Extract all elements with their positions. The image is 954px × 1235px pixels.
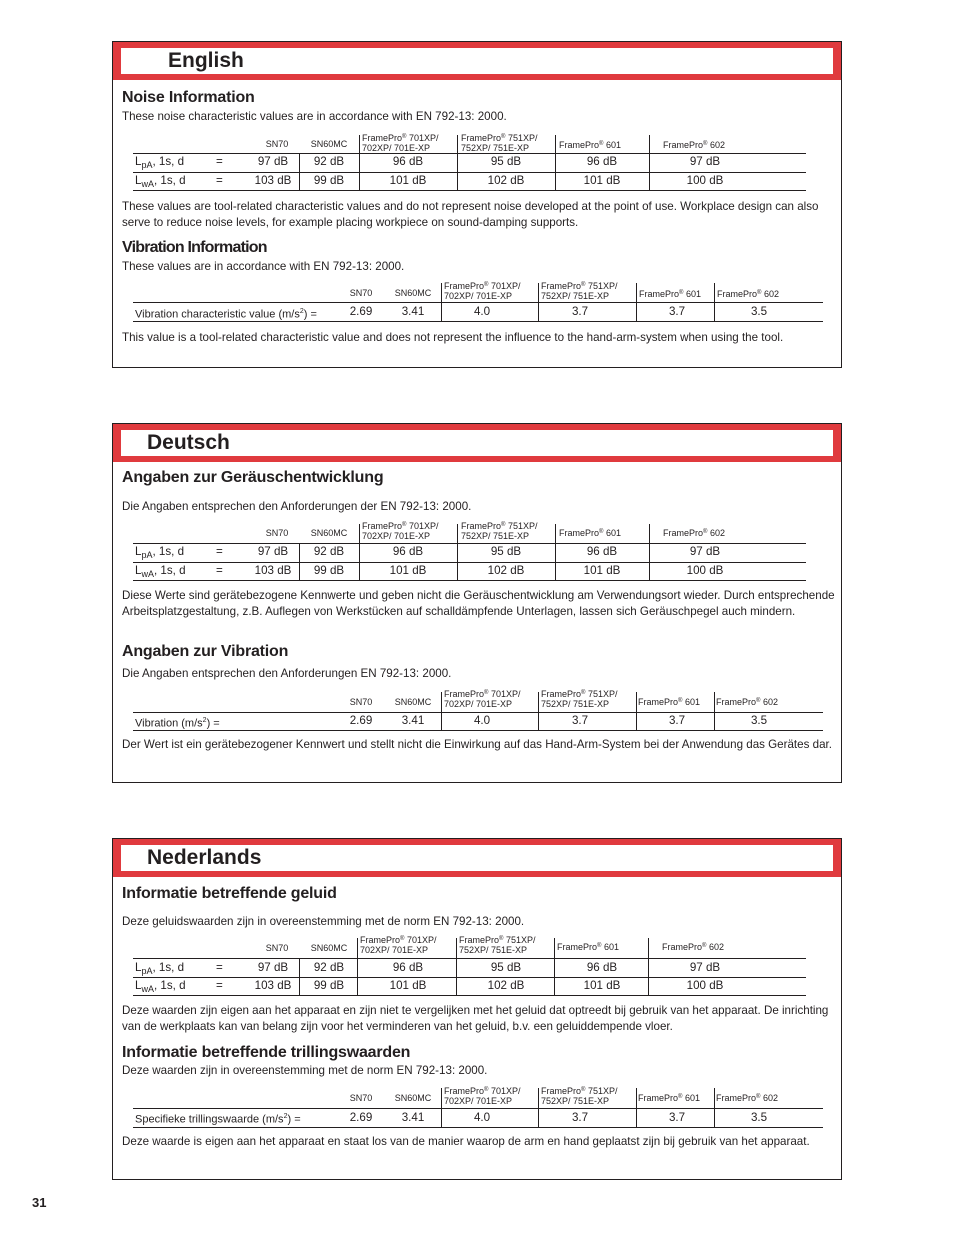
col-header-701xp: FramePro® 701XP/ 702XP/ 701E-XP bbox=[362, 133, 439, 153]
table-cell: 3.5 bbox=[750, 714, 768, 727]
table-cell: 4.0 bbox=[473, 305, 491, 318]
noise-note: Diese Werte sind gerätebezogene Kennwerte und geben nicht die Geräuschentwicklung am Verwendungsort wieder. Durch entsprechende Arbeitsplatzgestaltung, z.B. Auflegen von Werkstücken auf schalldämpfende Unterlagen, lassen sich Geräuschpegel auch mindern. bbox=[122, 589, 835, 618]
col-header-701xp: FramePro® 701XP/ 702XP/ 701E-XP bbox=[444, 689, 521, 709]
col-header-601: FramePro® 601 bbox=[559, 528, 621, 538]
table-cell: 101 dB bbox=[583, 174, 621, 187]
col-header-601: FramePro® 601 bbox=[559, 140, 621, 150]
table-cell: 97 dB bbox=[257, 155, 289, 168]
noise-note: These values are tool-related characteristic values and do not represent noise developed at the point of use. Workplace design can also serve to reduce noise levels, for example placing workpiece on sound-damping supports. bbox=[122, 200, 819, 229]
table-cell: 102 dB bbox=[487, 174, 525, 187]
table-cell: 96 dB bbox=[586, 961, 618, 974]
section-banner bbox=[113, 839, 841, 877]
col-header-701xp: FramePro® 701XP/ 702XP/ 701E-XP bbox=[360, 935, 437, 955]
col-header-sn70: SN70 bbox=[265, 139, 289, 149]
noise-heading: Noise Information bbox=[122, 89, 255, 106]
col-header-sn60mc: SN60MC bbox=[394, 288, 432, 298]
col-header-602: FramePro® 602 bbox=[716, 697, 778, 707]
vibration-intro: Die Angaben entsprechen den Anforderungen EN 792-13: 2000. bbox=[122, 667, 452, 680]
row-label-lpa: $L_{pA}$, 1s, d bbox=[135, 545, 185, 560]
table-cell: 102 dB bbox=[487, 979, 525, 992]
table-cell: 3.41 bbox=[401, 305, 425, 318]
table-cell: 101 dB bbox=[389, 174, 427, 187]
table-cell: 96 dB bbox=[586, 545, 618, 558]
noise-note: Deze waarden zijn eigen aan het apparaat en zijn niet te vergelijken met het geluid dat optreedt bij gebruik van het apparaat. De inrichting van de werkplaats kan van belang zijn voor het verminderen van het geluid, b.v. een geluiddempende vloer. bbox=[122, 1004, 829, 1033]
col-header-601: FramePro® 601 bbox=[638, 1093, 700, 1103]
noise-heading: Informatie betreffende geluid bbox=[122, 885, 337, 902]
row-label-lwa: $L_{wA}$, 1s, d bbox=[135, 979, 186, 994]
table-cell: 4.0 bbox=[473, 714, 491, 727]
table-cell: 103 dB bbox=[254, 564, 292, 577]
table-cell: 3.41 bbox=[401, 714, 425, 727]
table-cell: 92 dB bbox=[313, 155, 345, 168]
table-cell: 103 dB bbox=[254, 979, 292, 992]
section-title: Deutsch bbox=[147, 431, 230, 454]
table-cell: 101 dB bbox=[583, 979, 621, 992]
table-cell: 97 dB bbox=[689, 961, 721, 974]
vibration-heading: Angaben zur Vibration bbox=[122, 643, 289, 660]
table-cell: 96 dB bbox=[392, 155, 424, 168]
col-header-sn70: SN70 bbox=[265, 943, 289, 953]
table-cell: 97 dB bbox=[257, 961, 289, 974]
table-cell: 92 dB bbox=[313, 961, 345, 974]
vibration-row-label: Vibration characteristic value $(m/s^2)$ = bbox=[135, 308, 317, 321]
section-deutsch: Deutsch Angaben zur Geräuschentwicklung Die Angaben entsprechen den Anforderungen der EN 792-13: 2000. SN70 SN60MC FramePro® 701XP/ 702XP/ 701E-XP FramePro® 751XP/ 752XP/ 751E-XP FramePro® 601 FramePro® 602 $L_{pA}$, 1s, d = 97 dB 92 dB 96 dB 95 dB 96 dB 97 dB $L_{wA}$, 1s, d = 103 dB 99 dB 101 dB 102 dB 101 dB 100 dB Diese Werte sind gerätebezogene Kennwerte und geben nicht die Geräuschentwicklung am Verwendungsort wieder. Durch entsprechende Arbeitsplatzgestaltung, z.B. Auflegen von Werkstücken auf schalldämpfende Unterlagen, lassen sich Geräuschpegel auch mindern. Angaben zur Vibration Die Angaben entsprechen den Anforderungen EN 792-13: 2000. SN70 SN60MC FramePro® 701XP/ 702XP/ 701E-XP FramePro® 751XP/ 752XP/ 751E-XP FramePro® 601 FramePro® 602 Vibration $(m/s^2)$ = 2.69 3.41 4.0 3.7 3.7 3.5 Der Wert ist ein gerätebezogener Kennwert und stellt nicht die Einwirkung auf das Hand-Arm-System bei der Anwendung das Gerätes dar. bbox=[112, 423, 842, 783]
col-header-751xp: FramePro® 751XP/ 752XP/ 751E-XP bbox=[459, 935, 536, 955]
col-header-602: FramePro® 602 bbox=[717, 289, 779, 299]
table-cell: 3.5 bbox=[750, 1111, 768, 1124]
table-cell: 100 dB bbox=[686, 174, 724, 187]
vibration-note: This value is a tool-related characteristic value and does not represent the influence to the hand-arm-system when using the tool. bbox=[122, 331, 784, 344]
noise-intro: Die Angaben entsprechen den Anforderungen der EN 792-13: 2000. bbox=[122, 500, 472, 513]
table-cell: 95 dB bbox=[490, 545, 522, 558]
vibration-intro: These values are in accordance with EN 792-13: 2000. bbox=[122, 260, 405, 273]
row-label-lpa: $L_{pA}$, 1s, d bbox=[135, 961, 185, 976]
col-header-601: FramePro® 601 bbox=[557, 942, 619, 952]
table-cell: 100 dB bbox=[686, 564, 724, 577]
col-header-sn70: SN70 bbox=[265, 528, 289, 538]
col-header-602: FramePro® 602 bbox=[663, 140, 725, 150]
table-cell: 103 dB bbox=[254, 174, 292, 187]
table-cell: 97 dB bbox=[257, 545, 289, 558]
table-cell: 3.7 bbox=[571, 714, 589, 727]
table-cell: 95 dB bbox=[490, 961, 522, 974]
col-header-751xp: FramePro® 751XP/ 752XP/ 751E-XP bbox=[541, 689, 618, 709]
col-header-sn60mc: SN60MC bbox=[394, 1093, 432, 1103]
col-header-701xp: FramePro® 701XP/ 702XP/ 701E-XP bbox=[444, 1086, 521, 1106]
section-title: Nederlands bbox=[147, 846, 262, 869]
section-banner bbox=[113, 42, 841, 80]
table-cell: 100 dB bbox=[686, 979, 724, 992]
col-header-sn70: SN70 bbox=[349, 1093, 373, 1103]
table-cell: 97 dB bbox=[689, 155, 721, 168]
noise-intro: These noise characteristic values are in accordance with EN 792-13: 2000. bbox=[122, 110, 507, 123]
col-header-601: FramePro® 601 bbox=[639, 289, 701, 299]
col-header-601: FramePro® 601 bbox=[638, 697, 700, 707]
noise-intro: Deze geluidswaarden zijn in overeenstemming met de norm EN 792-13: 2000. bbox=[122, 915, 525, 928]
vibration-heading: Vibration Information bbox=[122, 239, 267, 256]
page-number: 31 bbox=[32, 1195, 47, 1210]
col-header-602: FramePro® 602 bbox=[662, 942, 724, 952]
row-label-lpa: $L_{pA}$, 1s, d bbox=[135, 155, 185, 170]
col-header-602: FramePro® 602 bbox=[716, 1093, 778, 1103]
table-cell: 101 dB bbox=[389, 979, 427, 992]
table-cell: 96 dB bbox=[586, 155, 618, 168]
col-header-sn70: SN70 bbox=[349, 697, 373, 707]
col-header-sn60mc: SN60MC bbox=[310, 139, 348, 149]
col-header-sn60mc: SN60MC bbox=[310, 528, 348, 538]
table-cell: 96 dB bbox=[392, 545, 424, 558]
table-cell: 4.0 bbox=[473, 1111, 491, 1124]
col-header-sn60mc: SN60MC bbox=[394, 697, 432, 707]
section-title: English bbox=[168, 49, 244, 72]
table-cell: 96 dB bbox=[392, 961, 424, 974]
table-cell: 3.7 bbox=[668, 1111, 686, 1124]
table-cell: 3.7 bbox=[668, 305, 686, 318]
section-banner bbox=[113, 424, 841, 462]
col-header-701xp: FramePro® 701XP/ 702XP/ 701E-XP bbox=[362, 521, 439, 541]
table-cell: 3.41 bbox=[401, 1111, 425, 1124]
col-header-701xp: FramePro® 701XP/ 702XP/ 701E-XP bbox=[444, 281, 521, 301]
table-cell: 2.69 bbox=[349, 714, 373, 727]
table-cell: 102 dB bbox=[487, 564, 525, 577]
table-cell: 3.7 bbox=[571, 1111, 589, 1124]
table-cell: 2.69 bbox=[349, 305, 373, 318]
table-cell: 101 dB bbox=[583, 564, 621, 577]
row-label-lwa: $L_{wA}$, 1s, d bbox=[135, 564, 186, 579]
vibration-note: Der Wert ist ein gerätebezogener Kennwert und stellt nicht die Einwirkung auf das Hand-Arm-System bei der Anwendung das Gerätes dar. bbox=[122, 738, 832, 751]
col-header-751xp: FramePro® 751XP/ 752XP/ 751E-XP bbox=[461, 521, 538, 541]
table-cell: 99 dB bbox=[313, 564, 345, 577]
table-cell: 92 dB bbox=[313, 545, 345, 558]
table-cell: 97 dB bbox=[689, 545, 721, 558]
col-header-751xp: FramePro® 751XP/ 752XP/ 751E-XP bbox=[541, 1086, 618, 1106]
table-cell: 2.69 bbox=[349, 1111, 373, 1124]
col-header-751xp: FramePro® 751XP/ 752XP/ 751E-XP bbox=[461, 133, 538, 153]
table-cell: 95 dB bbox=[490, 155, 522, 168]
col-header-751xp: FramePro® 751XP/ 752XP/ 751E-XP bbox=[541, 281, 618, 301]
vibration-intro: Deze waarden zijn in overeenstemming met de norm EN 792-13: 2000. bbox=[122, 1064, 488, 1077]
table-cell: 99 dB bbox=[313, 979, 345, 992]
vibration-row-label: Specifieke trillingswaarde $(m/s^2)$ = bbox=[135, 1113, 301, 1126]
col-header-sn60mc: SN60MC bbox=[310, 943, 348, 953]
vibration-heading: Informatie betreffende trillingswaarden bbox=[122, 1044, 411, 1061]
col-header-602: FramePro® 602 bbox=[663, 528, 725, 538]
col-header-sn70: SN70 bbox=[349, 288, 373, 298]
vibration-note: Deze waarde is eigen aan het apparaat en staat los van de manier waarop de arm en hand geplaatst zijn bij gebruik van het apparaat. bbox=[122, 1135, 810, 1148]
section-english: English Noise Information These noise characteristic values are in accordance with EN 792-13: 2000. SN70 SN60MC FramePro® 701XP/ 702XP/ 701E-XP FramePro® 751XP/ 752XP/ 751E-XP FramePro® 601 FramePro® 602 $L_{pA}$, 1s, d = 97 dB 92 dB 96 dB 95 dB 96 dB 97 dB $L_{wA}$, 1s, d = 103 dB 99 dB 101 dB 102 dB 101 dB 100 dB These values are tool-related characteristic values and do not represent noise developed at the point of use. Workplace design can also serve to reduce noise levels, for example placing workpiece on sound-damping supports. Vibration Information These values are in accordance with EN 792-13: 2000. SN70 SN60MC FramePro® 701XP/ 702XP/ 701E-XP FramePro® 751XP/ 752XP/ 751E-XP FramePro® 601 FramePro® 602 Vibration characteristic value $(m/s^2)$ = 2.69 3.41 4.0 3.7 3.7 3.5 This value is a tool-related characteristic value and does not represent the influence to the hand-arm-system when using the tool. bbox=[112, 41, 842, 368]
table-cell: 3.7 bbox=[571, 305, 589, 318]
table-cell: 3.5 bbox=[750, 305, 768, 318]
table-cell: 3.7 bbox=[668, 714, 686, 727]
section-nederlands: Nederlands Informatie betreffende geluid Deze geluidswaarden zijn in overeenstemming met de norm EN 792-13: 2000. SN70 SN60MC FramePro® 701XP/ 702XP/ 701E-XP FramePro® 751XP/ 752XP/ 751E-XP FramePro® 601 FramePro® 602 $L_{pA}$, 1s, d = 97 dB 92 dB 96 dB 95 dB 96 dB 97 dB $L_{wA}$, 1s, d = 103 dB 99 dB 101 dB 102 dB 101 dB 100 dB Deze waarden zijn eigen aan het apparaat en zijn niet te vergelijken met het geluid dat optreedt bij gebruik van het apparaat. De inrichting van de werkplaats kan van belang zijn voor het verminderen van het geluid, b.v. een geluiddempende vloer. Informatie betreffende trillingswaarden Deze waarden zijn in overeenstemming met de norm EN 792-13: 2000. SN70 SN60MC FramePro® 701XP/ 702XP/ 701E-XP FramePro® 751XP/ 752XP/ 751E-XP FramePro® 601 FramePro® 602 Specifieke trillingswaarde $(m/s^2)$ = 2.69 3.41 4.0 3.7 3.7 3.5 Deze waarde is eigen aan het apparaat en staat los van de manier waarop de arm en hand geplaatst zijn bij gebruik van het apparaat. bbox=[112, 838, 842, 1180]
noise-heading: Angaben zur Geräuschentwicklung bbox=[122, 469, 384, 486]
vibration-row-label: Vibration $(m/s^2)$ = bbox=[135, 717, 220, 730]
table-cell: 99 dB bbox=[313, 174, 345, 187]
table-cell: 101 dB bbox=[389, 564, 427, 577]
row-label-lwa: $L_{wA}$, 1s, d bbox=[135, 174, 186, 189]
